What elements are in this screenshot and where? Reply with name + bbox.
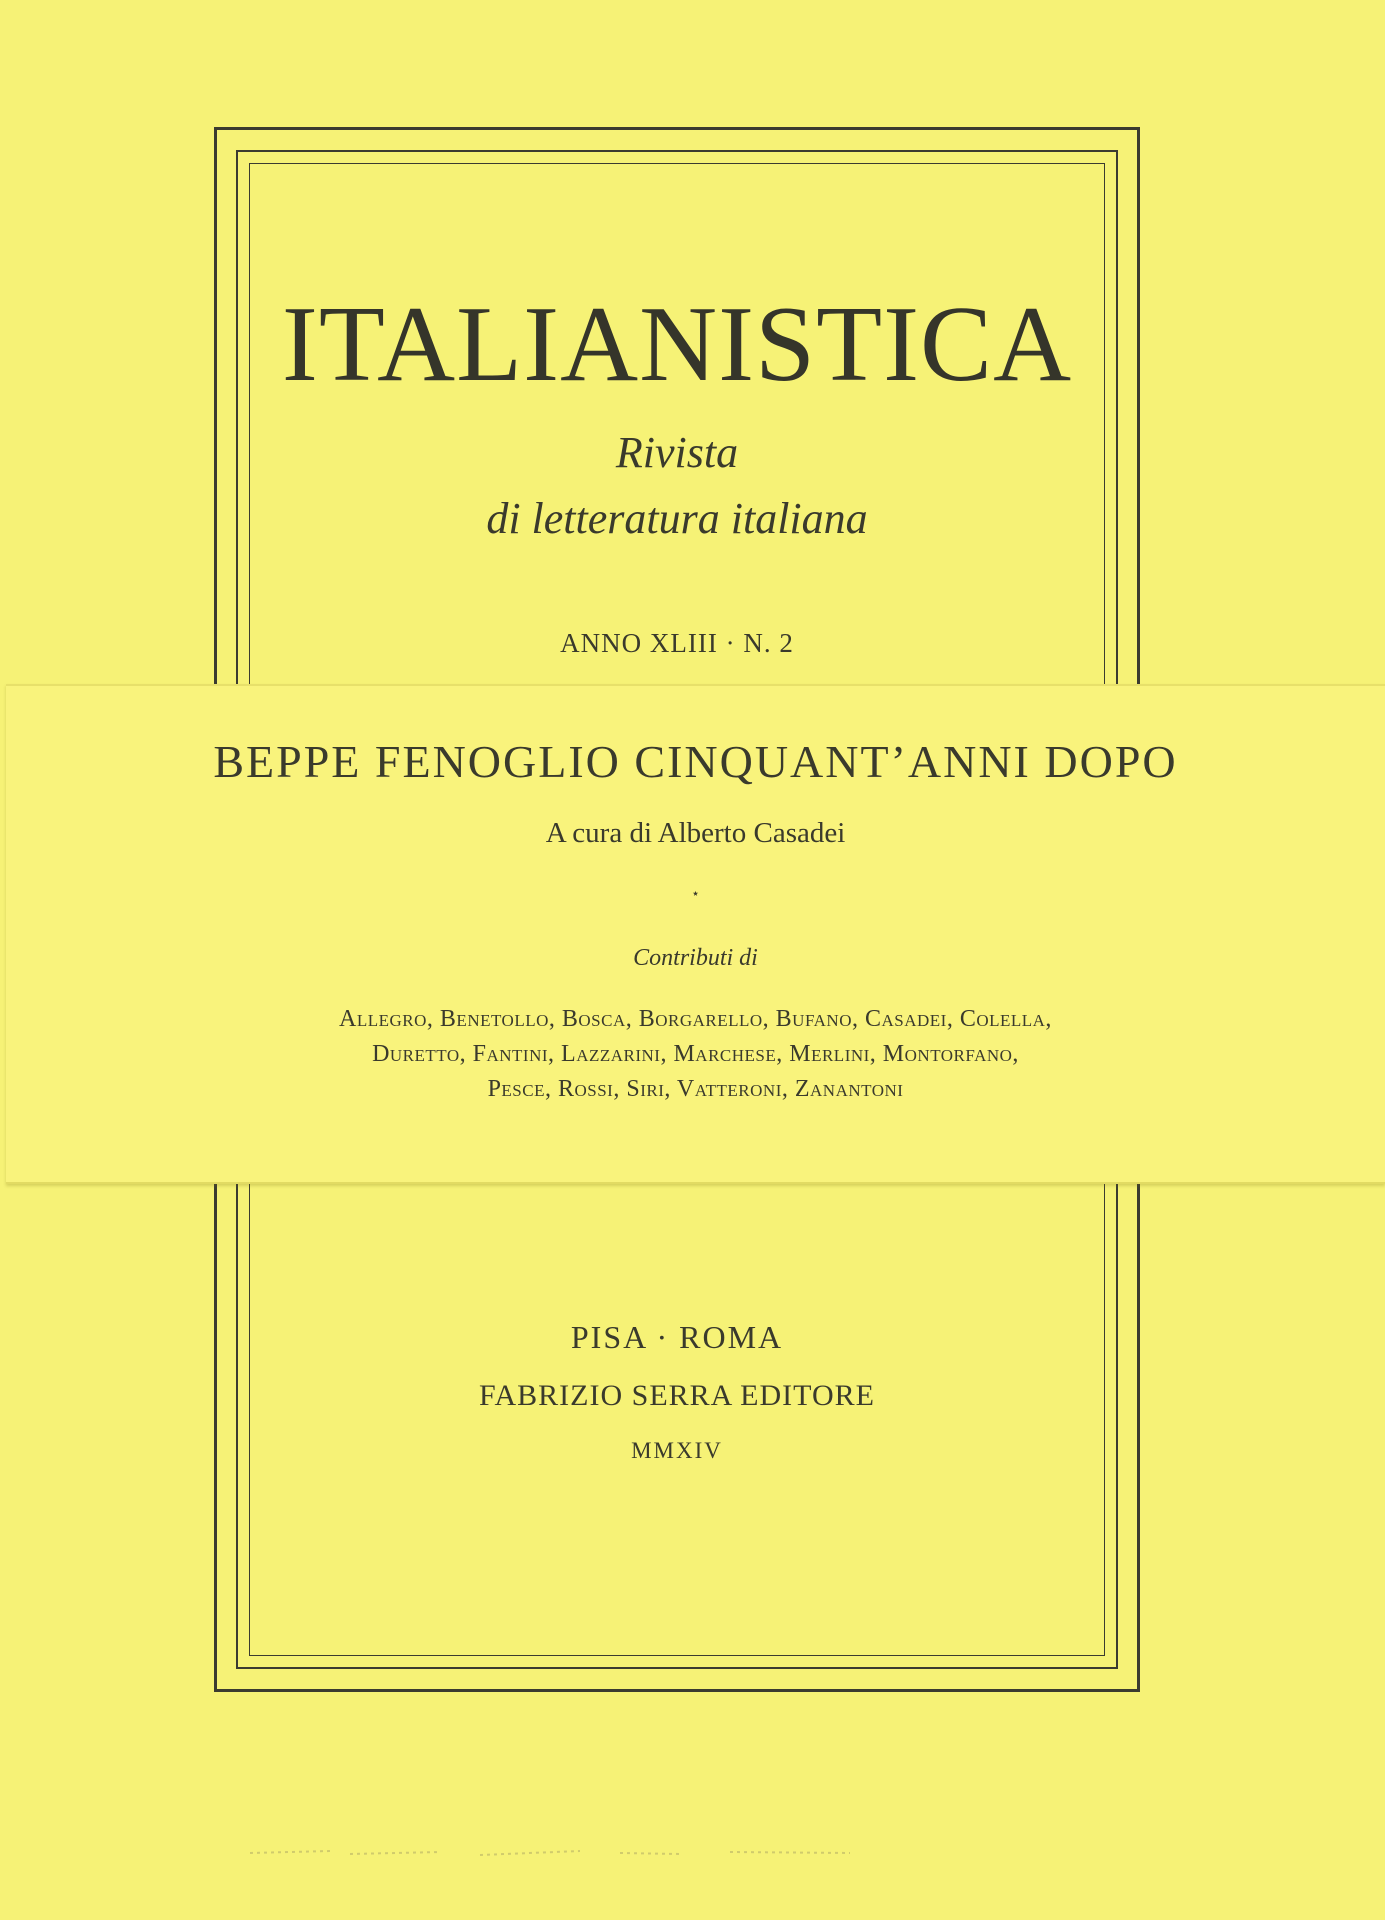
- issue-number: ANNO XLIII · N. 2: [560, 628, 794, 658]
- editor-credit: A cura di Alberto Casadei: [545, 817, 846, 849]
- title-band: [6, 684, 1385, 1184]
- contributors-label: Contributi di: [633, 945, 758, 971]
- journal-subtitle-line1: Rivista: [615, 428, 739, 477]
- authors-line: Pesce, Rossi, Siri, Vatteroni, Zanantoni: [487, 1076, 904, 1102]
- authors-line: Duretto, Fantini, Lazzarini, Marchese, Merlini, Montorfano,: [372, 1041, 1019, 1067]
- scuff-marks: [250, 1845, 870, 1861]
- imprint-city: PISA · ROMA: [570, 1319, 784, 1355]
- authors-line: Allegro, Benetollo, Bosca, Borgarello, Bufano, Casadei, Colella,: [339, 1006, 1052, 1032]
- imprint-publisher: FABRIZIO SERRA EDITORE: [479, 1379, 875, 1412]
- journal-subtitle-line2: di letteratura italiana: [486, 494, 868, 543]
- journal-title: ITALIANISTICA: [281, 285, 1073, 404]
- imprint-year: MMXIV: [631, 1438, 723, 1463]
- monograph-title: BEPPE FENOGLIO CINQUANT’ANNI DOPO: [213, 736, 1178, 787]
- star-ornament-icon: ⋆: [691, 886, 700, 902]
